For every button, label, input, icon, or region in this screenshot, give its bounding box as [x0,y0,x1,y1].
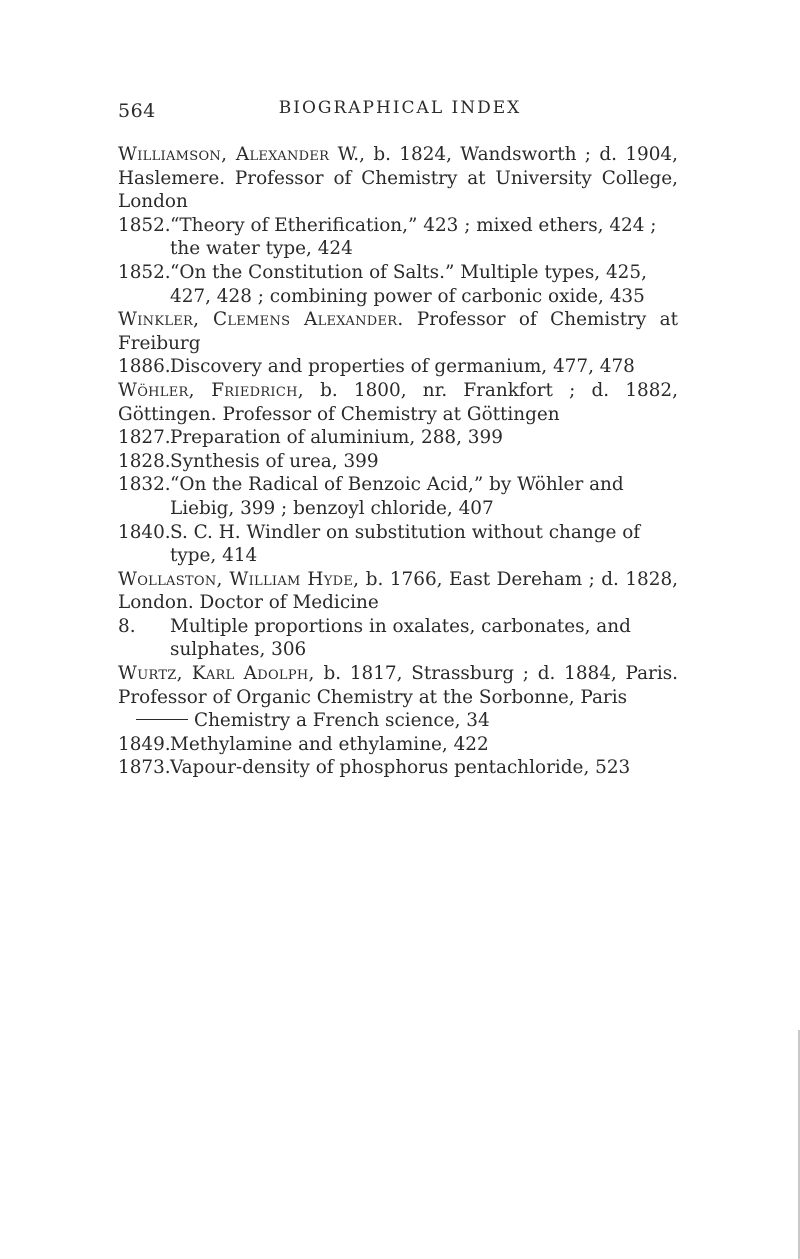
running-head: BIOGRAPHICAL INDEX [278,98,522,118]
index-entry-winkler [118,308,678,379]
index-entry-williamson [118,143,678,308]
entry-name: Wollaston, William Hyde, [118,568,360,590]
entry-bio: b. 1817, Strassburg ; d. 1884, Paris. Professor of Organic Chemistry at the Sorbonne, Paris [118,663,678,708]
entry-year: 1873. [118,757,171,779]
entry-bio: b. 1766, East Dereham ; d. 1828, London. Doctor of Medicine [118,568,678,614]
index-entry-wohler [118,379,678,568]
index-entry-wollaston [118,568,678,662]
entry-year: 1832. [118,474,171,496]
entry-item [100,426,678,450]
entry-item [100,733,678,757]
entry-name: Wurtz, Karl Adolph, [118,663,315,685]
entry-year: 1828. [118,450,171,472]
entry-text: Preparation of aluminium, 288, 399 [170,427,503,449]
page-number: 564 [118,100,156,122]
entry-year: 1840. [118,521,171,543]
entry-bio: W., b. 1824, Wandsworth ; d. 1904, Haslemere. Professor of Chemistry at University College, London [118,144,678,213]
entry-text: Methylamine and ethylamine, 422 [170,733,489,755]
entry-text: “Theory of Etherification,” 423 ; mixed ethers, 424 ; the water type, 424 [170,214,657,260]
entry-item [100,450,678,474]
entry-text: Discovery and properties of germanium, 477, 478 [170,356,635,378]
entry-year: 1827. [118,427,171,449]
index-content [118,143,678,780]
entry-item [100,214,678,261]
entry-item [100,473,678,520]
entry-item [100,355,678,379]
entry-text: “On the Radical of Benzoic Acid,” by Wöhler and Liebig, 399 ; benzoyl chloride, 407 [170,474,624,519]
entry-item [100,756,678,780]
entry-bio: Professor of Chemistry at Freiburg [118,309,678,354]
entry-item [100,615,678,662]
ditto-dash [136,719,188,720]
entry-year: 1849. [118,733,171,755]
entry-item [118,709,678,733]
entry-year: 1852. [118,261,171,283]
entry-text: Synthesis of urea, 399 [170,450,379,472]
entry-name: Winkler, Clemens Alexander. [118,309,404,331]
entry-item [100,521,678,568]
entry-name: Wöhler, Friedrich, [118,379,304,401]
entry-bio: b. 1800, nr. Frankfort ; d. 1882, Göttingen. Professor of Chemistry at Göttingen [118,379,678,425]
entry-text: Multiple proportions in oxalates, carbonates, and sulphates, 306 [170,615,631,661]
entry-name: Williamson, Alexander [118,144,330,165]
entry-text: Vapour-density of phosphorus pentachloride, 523 [170,757,631,779]
entry-year: 8. [118,615,136,637]
entry-text: S. C. H. Windler on substitution without change of type, 414 [170,521,641,567]
entry-text: Chemistry a French science, 34 [194,710,490,732]
index-entry-wurtz [118,662,678,780]
entry-year: 1852. [118,214,171,236]
entry-text: “On the Constitution of Salts.” Multiple types, 425, 427, 428 ; combining power of carbonic oxide, 435 [170,261,647,307]
entry-year: 1886. [118,356,171,378]
entry-item [100,261,678,308]
